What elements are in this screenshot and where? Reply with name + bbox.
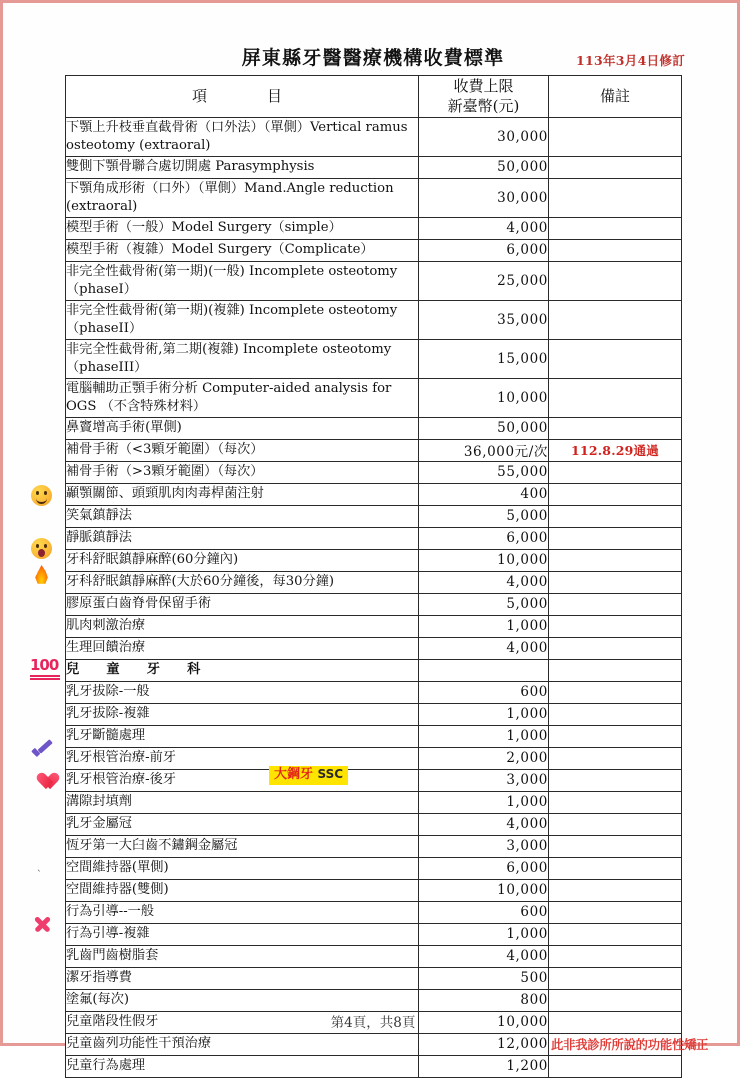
page-title: 屏東縣牙醫醫療機構收費標準 bbox=[241, 47, 505, 69]
item-name-cell: 乳牙拔除-一般 bbox=[66, 681, 419, 703]
note-cell bbox=[549, 879, 682, 901]
note-cell bbox=[549, 461, 682, 483]
table-row bbox=[66, 549, 682, 571]
price-cell: 2,000 bbox=[419, 747, 549, 769]
note-cell bbox=[549, 156, 682, 178]
price-cell: 12,000 bbox=[419, 1033, 549, 1055]
note-cell bbox=[549, 378, 682, 417]
note-cell bbox=[549, 300, 682, 339]
table-row bbox=[66, 417, 682, 439]
item-name-cell: 兒童行為處理 bbox=[66, 1055, 419, 1077]
price-cell: 500 bbox=[419, 967, 549, 989]
price-cell: 4,000 bbox=[419, 813, 549, 835]
column-header-price bbox=[419, 76, 549, 118]
item-name-cell: 乳牙拔除-複雜 bbox=[66, 703, 419, 725]
item-name-cell: 補骨手術（>3顆牙範圍）（每次） bbox=[66, 461, 419, 483]
item-name-cell: 空間維持器(雙側) bbox=[66, 879, 419, 901]
note-cell bbox=[549, 261, 682, 300]
table-row bbox=[66, 505, 682, 527]
item-name-cell: 非完全性截骨術(第一期)(複雜) Incomplete osteotomy（phaseII） bbox=[66, 300, 419, 339]
item-name-cell: 靜脈鎮靜法 bbox=[66, 527, 419, 549]
note-annotation-text: 此非我診所所說的功能性矯正 bbox=[551, 1037, 709, 1052]
price-cell: 10,000 bbox=[419, 378, 549, 417]
document-sheet bbox=[3, 3, 740, 1074]
table-row bbox=[66, 923, 682, 945]
note-cell bbox=[549, 1055, 682, 1077]
note-cell bbox=[549, 637, 682, 659]
price-cell: 10,000 bbox=[419, 549, 549, 571]
price-cell: 10,000 bbox=[419, 879, 549, 901]
item-name-cell: 膠原蛋白齒脊骨保留手術 bbox=[66, 593, 419, 615]
price-cell: 4,000 bbox=[419, 217, 549, 239]
item-name-cell: 顳顎關節、頭頸肌肉肉毒桿菌注射 bbox=[66, 483, 419, 505]
table-row bbox=[66, 1055, 682, 1077]
table-row bbox=[66, 769, 682, 791]
price-cell: 36,000元/次 bbox=[419, 439, 549, 461]
note-cell bbox=[549, 835, 682, 857]
table-row bbox=[66, 725, 682, 747]
note-cell bbox=[549, 703, 682, 725]
table-row bbox=[66, 261, 682, 300]
price-cell: 5,000 bbox=[419, 593, 549, 615]
highlight-annotation-red-text: 大鋼牙 bbox=[274, 767, 314, 782]
item-name-cell: 笑氣鎮靜法 bbox=[66, 505, 419, 527]
note-cell bbox=[549, 813, 682, 835]
price-cell: 30,000 bbox=[419, 117, 549, 156]
table-row bbox=[66, 178, 682, 217]
note-cell bbox=[549, 681, 682, 703]
item-name-cell: 雙側下顎骨聯合處切開處 Parasymphysis bbox=[66, 156, 419, 178]
fee-table-container bbox=[65, 75, 709, 1078]
note-cell: 112.8.29通過 bbox=[549, 439, 682, 461]
table-row bbox=[66, 857, 682, 879]
item-name-cell: 非完全性截骨術,第二期(複雜) Incomplete osteotomy（phaseIII） bbox=[66, 339, 419, 378]
note-cell bbox=[549, 967, 682, 989]
table-row bbox=[66, 117, 682, 156]
item-name-cell: 兒童階段性假牙 bbox=[66, 1011, 419, 1033]
table-row bbox=[66, 659, 682, 681]
item-name-cell: 鼻竇增高手術(單側) bbox=[66, 417, 419, 439]
price-header-line1: 收費上限 bbox=[453, 77, 514, 95]
item-name-cell: 模型手術（複雜）Model Surgery（Complicate） bbox=[66, 239, 419, 261]
note-cell bbox=[549, 527, 682, 549]
smiling-face-emoji bbox=[31, 485, 55, 509]
note-cell bbox=[549, 857, 682, 879]
item-name-cell: 乳齒門齒樹脂套 bbox=[66, 945, 419, 967]
table-row bbox=[66, 527, 682, 549]
table-row bbox=[66, 703, 682, 725]
item-name-cell: 電腦輔助正顎手術分析 Computer-aided analysis for OGS （不含特殊材料） bbox=[66, 378, 419, 417]
item-name-cell: 牙科舒眠鎮靜麻醉(60分鐘內) bbox=[66, 549, 419, 571]
price-cell bbox=[419, 659, 549, 681]
price-cell: 25,000 bbox=[419, 261, 549, 300]
price-cell: 5,000 bbox=[419, 505, 549, 527]
item-name-cell: 補骨手術（<3顆牙範圍）（每次） bbox=[66, 439, 419, 461]
highlight-annotation-ssc bbox=[269, 766, 348, 785]
table-row bbox=[66, 156, 682, 178]
price-cell: 1,000 bbox=[419, 791, 549, 813]
note-cell bbox=[549, 417, 682, 439]
table-row bbox=[66, 989, 682, 1011]
revision-date: 113年3月4日修訂 bbox=[576, 53, 685, 68]
note-cell bbox=[549, 339, 682, 378]
price-cell: 4,000 bbox=[419, 945, 549, 967]
hundred-points-emoji: 100 bbox=[30, 656, 59, 674]
note-cell bbox=[549, 659, 682, 681]
note-cell bbox=[549, 217, 682, 239]
note-cell bbox=[549, 571, 682, 593]
price-cell: 4,000 bbox=[419, 637, 549, 659]
price-cell: 6,000 bbox=[419, 527, 549, 549]
table-row bbox=[66, 378, 682, 417]
table-row bbox=[66, 571, 682, 593]
note-cell bbox=[549, 1033, 709, 1055]
price-cell: 15,000 bbox=[419, 339, 549, 378]
price-header-line2: 新臺幣(元) bbox=[447, 97, 520, 116]
table-body bbox=[66, 117, 709, 1077]
table-row bbox=[66, 967, 682, 989]
note-cell bbox=[549, 747, 682, 769]
price-cell: 800 bbox=[419, 989, 549, 1011]
table-row bbox=[66, 901, 682, 923]
column-header-note: 備註 bbox=[549, 76, 682, 118]
price-cell: 600 bbox=[419, 681, 549, 703]
item-name-cell: 空間維持器(單側) bbox=[66, 857, 419, 879]
note-cell bbox=[549, 593, 682, 615]
cross-mark-emoji bbox=[31, 913, 55, 937]
section-header-cell: 兒 童 牙 科 bbox=[66, 659, 419, 681]
price-cell: 55,000 bbox=[419, 461, 549, 483]
item-name-cell: 下顎上升枝垂直截骨術（口外法）（單側）Vertical ramus osteotomy (extraoral) bbox=[66, 117, 419, 156]
price-cell: 400 bbox=[419, 483, 549, 505]
fire-emoji bbox=[34, 565, 58, 589]
table-row bbox=[66, 637, 682, 659]
table-row bbox=[66, 1033, 682, 1055]
table-row bbox=[66, 945, 682, 967]
item-name-cell: 塗氟(每次) bbox=[66, 989, 419, 1011]
item-name-cell: 乳牙根管治療-前牙 bbox=[66, 747, 419, 769]
item-name-cell: 肌肉刺激治療 bbox=[66, 615, 419, 637]
price-cell: 1,000 bbox=[419, 923, 549, 945]
item-name-cell: 牙科舒眠鎮靜麻醉(大於60分鐘後，每30分鐘) bbox=[66, 571, 419, 593]
item-name-cell: 乳牙根管治療-後牙 bbox=[66, 769, 419, 791]
price-cell: 50,000 bbox=[419, 417, 549, 439]
table-row bbox=[66, 461, 682, 483]
note-cell bbox=[549, 923, 682, 945]
column-header-item: 項 目 bbox=[66, 76, 419, 118]
price-cell: 1,000 bbox=[419, 703, 549, 725]
note-cell bbox=[549, 178, 682, 217]
table-row bbox=[66, 835, 682, 857]
item-name-cell: 乳牙金屬冠 bbox=[66, 813, 419, 835]
table-row bbox=[66, 439, 682, 461]
item-name-cell: 行為引導-複雜 bbox=[66, 923, 419, 945]
note-cell bbox=[549, 505, 682, 527]
price-cell: 1,000 bbox=[419, 615, 549, 637]
table-row bbox=[66, 300, 682, 339]
check-mark-emoji bbox=[31, 743, 55, 767]
note-cell bbox=[549, 769, 682, 791]
note-cell bbox=[549, 239, 682, 261]
note-cell bbox=[549, 989, 682, 1011]
table-row bbox=[66, 239, 682, 261]
item-name-cell: 恆牙第一大臼齒不鏽鋼金屬冠 bbox=[66, 835, 419, 857]
note-cell bbox=[549, 117, 682, 156]
item-name-cell: 模型手術（一般）Model Surgery（simple） bbox=[66, 217, 419, 239]
note-cell bbox=[549, 945, 682, 967]
price-cell: 6,000 bbox=[419, 239, 549, 261]
price-cell: 50,000 bbox=[419, 156, 549, 178]
item-name-cell: 下顎角成形術（口外）（單側）Mand.Angle reduction (extraoral) bbox=[66, 178, 419, 217]
table-row bbox=[66, 879, 682, 901]
item-name-cell: 行為引導--一般 bbox=[66, 901, 419, 923]
table-row bbox=[66, 593, 682, 615]
table-row bbox=[66, 483, 682, 505]
price-cell: 3,000 bbox=[419, 835, 549, 857]
table-header bbox=[66, 76, 682, 118]
item-name-cell: 非完全性截骨術(第一期)(一般) Incomplete osteotomy（phaseI） bbox=[66, 261, 419, 300]
fee-schedule-table bbox=[65, 75, 709, 1078]
price-cell: 10,000 bbox=[419, 1011, 549, 1033]
table-row bbox=[66, 813, 682, 835]
small-tick-mark: ` bbox=[37, 870, 42, 880]
note-cell bbox=[549, 791, 682, 813]
note-cell bbox=[549, 549, 682, 571]
price-cell: 35,000 bbox=[419, 300, 549, 339]
note-cell bbox=[549, 615, 682, 637]
price-cell: 3,000 bbox=[419, 769, 549, 791]
item-name-cell: 乳牙斷髓處理 bbox=[66, 725, 419, 747]
table-row bbox=[66, 339, 682, 378]
price-cell: 6,000 bbox=[419, 857, 549, 879]
table-row bbox=[66, 681, 682, 703]
price-cell: 600 bbox=[419, 901, 549, 923]
item-name-cell: 潔牙指導費 bbox=[66, 967, 419, 989]
header-row bbox=[66, 76, 682, 118]
red-heart-emoji bbox=[33, 766, 57, 790]
price-cell: 1,000 bbox=[419, 725, 549, 747]
item-name-cell: 兒童齒列功能性干預治療 bbox=[66, 1033, 419, 1055]
table-row bbox=[66, 747, 682, 769]
astonished-face-emoji bbox=[31, 538, 55, 562]
note-cell bbox=[549, 901, 682, 923]
note-cell bbox=[549, 725, 682, 747]
item-name-cell: 溝隙封填劑 bbox=[66, 791, 419, 813]
highlight-annotation-black-text: SSC bbox=[317, 767, 344, 781]
price-cell: 1,200 bbox=[419, 1055, 549, 1077]
note-cell bbox=[549, 483, 682, 505]
item-name-cell: 生理回饋治療 bbox=[66, 637, 419, 659]
table-row bbox=[66, 615, 682, 637]
table-row bbox=[66, 791, 682, 813]
price-cell: 4,000 bbox=[419, 571, 549, 593]
price-cell: 30,000 bbox=[419, 178, 549, 217]
page-footer: 第4頁，共8頁 bbox=[330, 1015, 416, 1031]
table-row bbox=[66, 217, 682, 239]
